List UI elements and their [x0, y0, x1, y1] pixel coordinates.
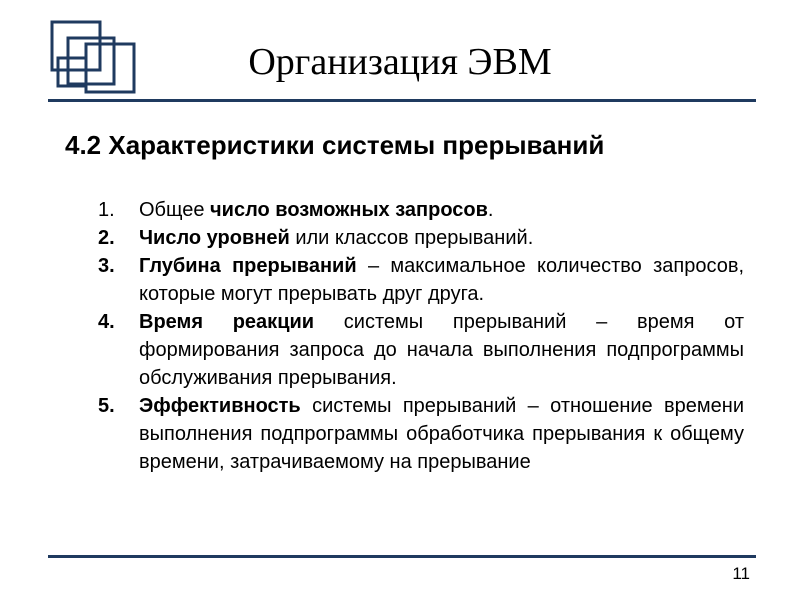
item-number: 4.: [98, 311, 115, 333]
item-bold-term: Число уровней: [139, 227, 290, 249]
slide-title: Организация ЭВМ: [248, 41, 552, 83]
item-lead-text: Общее: [139, 199, 211, 221]
section-heading: 4.2 Характеристики системы прерываний: [65, 130, 605, 160]
item-rest-text: .: [487, 199, 494, 221]
item-bold-term: число возможных запросов: [210, 199, 488, 221]
item-rest-text: системы прерываний – отношение времени выполнения подпрограммы обработчика прерывания к общему времени, затрачиваемому на прерывание: [139, 395, 744, 473]
item-rest-text: – максимальное количество запросов, которые могут прерывать друг друга.: [139, 255, 745, 305]
page-number: 11: [732, 564, 750, 583]
list-item: [98, 224, 744, 252]
item-bold-term: Эффективность: [139, 395, 301, 417]
item-rest-text: или классов прерываний.: [289, 227, 534, 249]
item-number: 1.: [98, 199, 115, 221]
list-item: [98, 252, 744, 308]
item-number: 3.: [98, 255, 115, 277]
item-bold-term: Время реакции: [139, 311, 315, 333]
list-item: [98, 308, 744, 392]
characteristics-list: [98, 196, 744, 476]
item-bold-term: Глубина прерываний: [139, 255, 357, 277]
list-item: [98, 392, 744, 476]
header-divider: [48, 99, 756, 102]
item-rest-text: системы прерываний – время от формирования запроса до начала выполнения подпрограммы обслуживания прерывания.: [139, 311, 744, 389]
overlapping-squares-logo-icon: [48, 18, 144, 102]
item-number: 2.: [98, 227, 115, 249]
list-item: [98, 196, 744, 224]
footer-divider: [48, 555, 756, 558]
item-number: 5.: [98, 395, 115, 417]
